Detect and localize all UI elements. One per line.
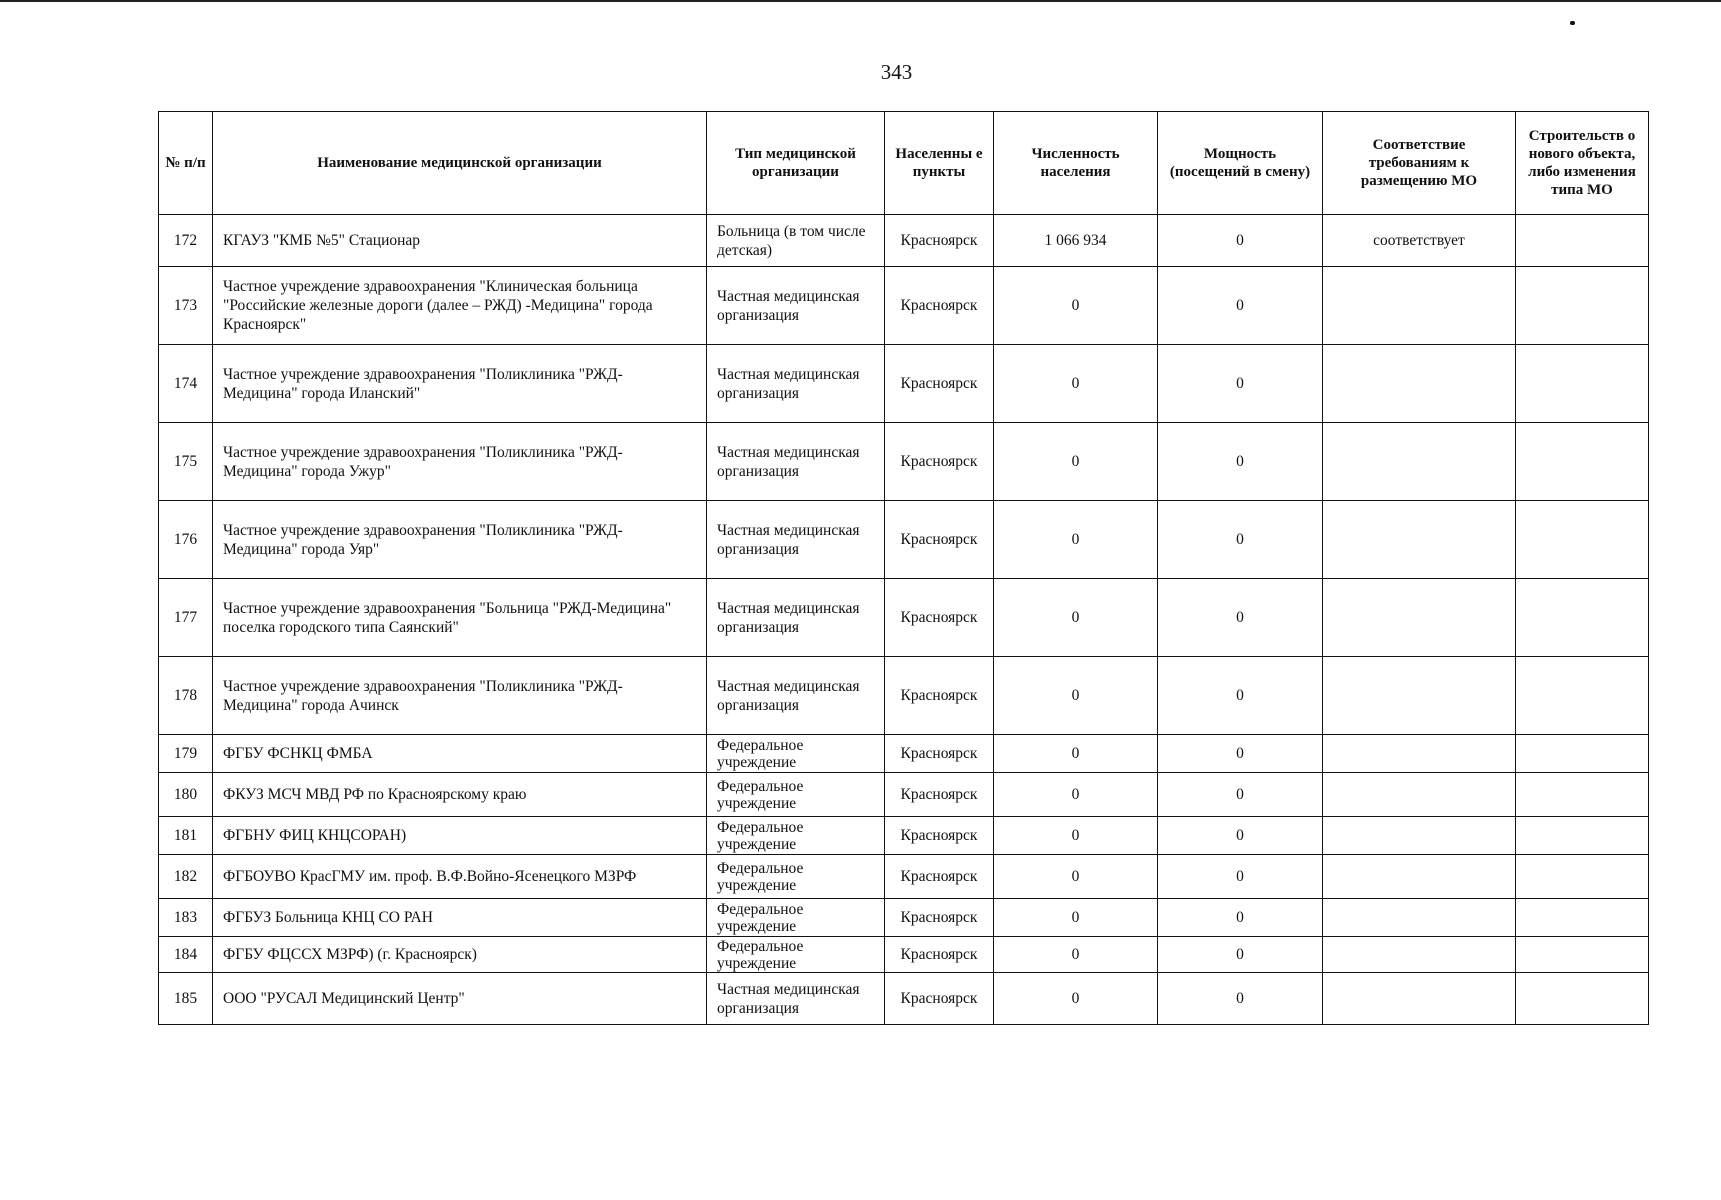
table-row — [159, 773, 1649, 817]
cell-population: 0 — [994, 937, 1158, 973]
cell-population: 0 — [994, 423, 1158, 501]
cell-type: Частная медицинская организация — [707, 423, 885, 501]
cell-construction — [1516, 855, 1649, 899]
cell-name: ООО "РУСАЛ Медицинский Центр" — [213, 973, 707, 1025]
cell-name: ФГБУЗ Больница КНЦ СО РАН — [213, 899, 707, 937]
page-number: 343 — [880, 60, 913, 84]
cell-place: Красноярск — [885, 855, 994, 899]
header-construction: Строительств о нового объекта, либо изменения типа МО — [1516, 112, 1649, 215]
cell-population: 0 — [994, 345, 1158, 423]
cell-compliance — [1323, 657, 1516, 735]
cell-name: ФКУЗ МСЧ МВД РФ по Красноярскому краю — [213, 773, 707, 817]
cell-capacity: 0 — [1158, 817, 1323, 855]
cell-place: Красноярск — [885, 345, 994, 423]
top-border-line — [0, 0, 1721, 2]
cell-construction — [1516, 657, 1649, 735]
cell-capacity: 0 — [1158, 267, 1323, 345]
cell-construction — [1516, 899, 1649, 937]
cell-name: Частное учреждение здравоохранения "Поликлиника "РЖД-Медицина" города Ужур" — [213, 423, 707, 501]
cell-type: Частная медицинская организация — [707, 973, 885, 1025]
cell-construction — [1516, 937, 1649, 973]
cell-place: Красноярск — [885, 579, 994, 657]
cell-capacity: 0 — [1158, 579, 1323, 657]
cell-place: Красноярск — [885, 973, 994, 1025]
cell-type: Федеральное учреждение — [707, 735, 885, 773]
cell-population: 0 — [994, 973, 1158, 1025]
cell-construction — [1516, 579, 1649, 657]
cell-place: Красноярск — [885, 899, 994, 937]
cell-num: 173 — [159, 267, 213, 345]
cell-compliance — [1323, 937, 1516, 973]
table-row — [159, 973, 1649, 1025]
cell-capacity: 0 — [1158, 423, 1323, 501]
cell-compliance — [1323, 899, 1516, 937]
cell-population: 0 — [994, 735, 1158, 773]
header-capacity: Мощность (посещений в смену) — [1158, 112, 1323, 215]
cell-construction — [1516, 735, 1649, 773]
cell-name: ФГБНУ ФИЦ КНЦСОРАН) — [213, 817, 707, 855]
table-row — [159, 817, 1649, 855]
cell-num: 179 — [159, 735, 213, 773]
cell-construction — [1516, 973, 1649, 1025]
table-header-row — [159, 112, 1649, 215]
cell-num: 181 — [159, 817, 213, 855]
header-compliance: Соответствие требованиям к размещению МО — [1323, 112, 1516, 215]
cell-name: Частное учреждение здравоохранения "Клиническая больница "Российские железные дороги (далее – РЖД) -Медицина" города Красноярск" — [213, 267, 707, 345]
cell-capacity: 0 — [1158, 501, 1323, 579]
cell-construction — [1516, 773, 1649, 817]
cell-place: Красноярск — [885, 501, 994, 579]
cell-num: 185 — [159, 973, 213, 1025]
cell-type: Частная медицинская организация — [707, 267, 885, 345]
cell-num: 176 — [159, 501, 213, 579]
cell-construction — [1516, 345, 1649, 423]
cell-name: Частное учреждение здравоохранения "Больница "РЖД-Медицина" поселка городского типа Саянский" — [213, 579, 707, 657]
cell-type: Федеральное учреждение — [707, 855, 885, 899]
cell-name: Частное учреждение здравоохранения "Поликлиника "РЖД-Медицина" города Ачинск — [213, 657, 707, 735]
cell-compliance — [1323, 855, 1516, 899]
cell-construction — [1516, 501, 1649, 579]
cell-place: Красноярск — [885, 817, 994, 855]
table-row — [159, 735, 1649, 773]
cell-compliance — [1323, 423, 1516, 501]
cell-population: 0 — [994, 501, 1158, 579]
cell-num: 175 — [159, 423, 213, 501]
cell-name: КГАУЗ "КМБ №5" Стационар — [213, 215, 707, 267]
cell-population: 0 — [994, 579, 1158, 657]
cell-construction — [1516, 215, 1649, 267]
table-row — [159, 267, 1649, 345]
cell-type: Федеральное учреждение — [707, 773, 885, 817]
cell-name: Частное учреждение здравоохранения "Поликлиника "РЖД-Медицина" города Уяр" — [213, 501, 707, 579]
cell-name: ФГБУ ФСНКЦ ФМБА — [213, 735, 707, 773]
cell-place: Красноярск — [885, 937, 994, 973]
cell-population: 0 — [994, 773, 1158, 817]
cell-type: Федеральное учреждение — [707, 899, 885, 937]
cell-num: 177 — [159, 579, 213, 657]
table-row — [159, 899, 1649, 937]
cell-compliance: соответствует — [1323, 215, 1516, 267]
header-num: № п/п — [159, 112, 213, 215]
cell-type: Больница (в том числе детская) — [707, 215, 885, 267]
cell-place: Красноярск — [885, 423, 994, 501]
cell-compliance — [1323, 973, 1516, 1025]
table-row — [159, 657, 1649, 735]
cell-type: Частная медицинская организация — [707, 579, 885, 657]
cell-num: 180 — [159, 773, 213, 817]
table-row — [159, 423, 1649, 501]
cell-compliance — [1323, 817, 1516, 855]
header-place: Населенны е пункты — [885, 112, 994, 215]
cell-capacity: 0 — [1158, 735, 1323, 773]
cell-name: ФГБУ ФЦССХ МЗРФ) (г. Красноярск) — [213, 937, 707, 973]
header-name: Наименование медицинской организации — [213, 112, 707, 215]
table-row — [159, 579, 1649, 657]
cell-compliance — [1323, 735, 1516, 773]
cell-compliance — [1323, 579, 1516, 657]
cell-population: 0 — [994, 817, 1158, 855]
cell-population: 0 — [994, 899, 1158, 937]
table-row — [159, 345, 1649, 423]
cell-place: Красноярск — [885, 735, 994, 773]
cell-population: 1 066 934 — [994, 215, 1158, 267]
cell-place: Красноярск — [885, 773, 994, 817]
cell-capacity: 0 — [1158, 657, 1323, 735]
cell-construction — [1516, 267, 1649, 345]
cell-capacity: 0 — [1158, 345, 1323, 423]
cell-population: 0 — [994, 657, 1158, 735]
cell-num: 178 — [159, 657, 213, 735]
cell-name: Частное учреждение здравоохранения "Поликлиника "РЖД-Медицина" города Иланский" — [213, 345, 707, 423]
cell-capacity: 0 — [1158, 973, 1323, 1025]
cell-type: Федеральное учреждение — [707, 937, 885, 973]
cell-compliance — [1323, 773, 1516, 817]
cell-capacity: 0 — [1158, 773, 1323, 817]
cell-num: 174 — [159, 345, 213, 423]
cell-num: 172 — [159, 215, 213, 267]
cell-type: Частная медицинская организация — [707, 501, 885, 579]
table-row — [159, 501, 1649, 579]
cell-population: 0 — [994, 267, 1158, 345]
cell-num: 184 — [159, 937, 213, 973]
cell-construction — [1516, 817, 1649, 855]
table-row — [159, 215, 1649, 267]
cell-compliance — [1323, 267, 1516, 345]
cell-compliance — [1323, 345, 1516, 423]
cell-capacity: 0 — [1158, 855, 1323, 899]
cell-num: 183 — [159, 899, 213, 937]
scan-speck — [1570, 21, 1575, 25]
header-population: Численность населения — [994, 112, 1158, 215]
cell-capacity: 0 — [1158, 215, 1323, 267]
cell-num: 182 — [159, 855, 213, 899]
cell-population: 0 — [994, 855, 1158, 899]
cell-type: Частная медицинская организация — [707, 657, 885, 735]
table-row — [159, 937, 1649, 973]
cell-place: Красноярск — [885, 657, 994, 735]
table-row — [159, 855, 1649, 899]
cell-place: Красноярск — [885, 215, 994, 267]
cell-construction — [1516, 423, 1649, 501]
header-type: Тип медицинской организации — [707, 112, 885, 215]
cell-place: Красноярск — [885, 267, 994, 345]
cell-type: Федеральное учреждение — [707, 817, 885, 855]
cell-type: Частная медицинская организация — [707, 345, 885, 423]
cell-name: ФГБОУВО КрасГМУ им. проф. В.Ф.Войно-Ясенецкого МЗРФ — [213, 855, 707, 899]
organizations-table — [158, 111, 1649, 1025]
cell-compliance — [1323, 501, 1516, 579]
cell-capacity: 0 — [1158, 899, 1323, 937]
cell-capacity: 0 — [1158, 937, 1323, 973]
